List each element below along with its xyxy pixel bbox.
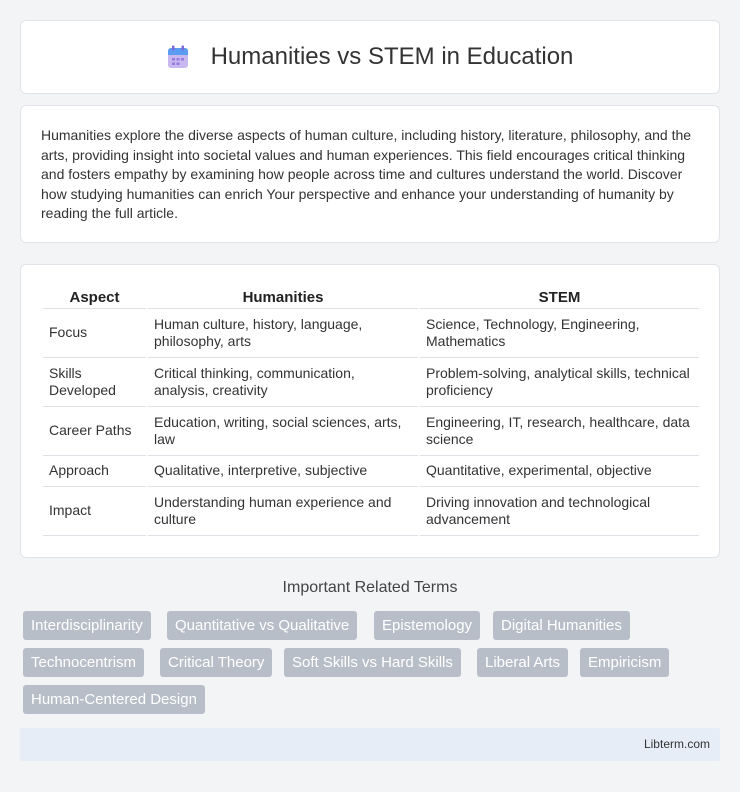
related-terms-title: Important Related Terms bbox=[282, 579, 458, 596]
tag-soft-skills-vs-hard-skills[interactable]: Soft Skills vs Hard Skills bbox=[284, 648, 461, 677]
intro-card bbox=[20, 105, 720, 243]
header-stem: STEM bbox=[419, 285, 699, 309]
comparison-table bbox=[43, 285, 699, 536]
tag-empiricism[interactable]: Empiricism bbox=[580, 648, 669, 677]
cell-stem: Quantitative, experimental, objective bbox=[419, 456, 699, 487]
table-row bbox=[43, 358, 699, 407]
cell-stem: Science, Technology, Engineering, Mathematics bbox=[419, 309, 699, 358]
calendar-icon bbox=[167, 45, 189, 69]
header-card bbox=[20, 20, 720, 94]
tag-interdisciplinarity[interactable]: Interdisciplinarity bbox=[23, 611, 151, 640]
comparison-card bbox=[20, 264, 720, 558]
tag-digital-humanities[interactable]: Digital Humanities bbox=[493, 611, 630, 640]
cell-stem: Problem-solving, analytical skills, technical proficiency bbox=[419, 358, 699, 407]
cell-humanities: Critical thinking, communication, analysis, creativity bbox=[147, 358, 419, 407]
table-row bbox=[43, 309, 699, 358]
table-row bbox=[43, 456, 699, 487]
tag-liberal-arts[interactable]: Liberal Arts bbox=[477, 648, 568, 677]
tag-epistemology[interactable]: Epistemology bbox=[374, 611, 480, 640]
cell-humanities: Human culture, history, language, philosophy, arts bbox=[147, 309, 419, 358]
header-aspect: Aspect bbox=[43, 285, 147, 309]
cell-aspect: Skills Developed bbox=[43, 358, 147, 407]
tag-human-centered-design[interactable]: Human-Centered Design bbox=[23, 685, 205, 714]
cell-aspect: Career Paths bbox=[43, 407, 147, 456]
table-row bbox=[43, 407, 699, 456]
cell-stem: Driving innovation and technological advancement bbox=[419, 487, 699, 536]
tag-quantitative-vs-qualitative[interactable]: Quantitative vs Qualitative bbox=[167, 611, 357, 640]
footer bbox=[20, 728, 720, 761]
table-row bbox=[43, 487, 699, 536]
intro-text: Humanities explore the diverse aspects of human culture, including history, literature, philosophy, and the arts, providing insight into societal values and human experiences. This field encourages critical thinking and fosters empathy by examining how people across time and cultures understand the world. Discover how studying humanities can enrich Your perspective and enhance your understanding of humanity by reading the full article. bbox=[41, 127, 692, 221]
tag-technocentrism[interactable]: Technocentrism bbox=[23, 648, 144, 677]
footer-site-link[interactable]: Libterm.com bbox=[643, 737, 710, 751]
tag-critical-theory[interactable]: Critical Theory bbox=[160, 648, 272, 677]
cell-humanities: Qualitative, interpretive, subjective bbox=[147, 456, 419, 487]
cell-humanities: Education, writing, social sciences, arts, law bbox=[147, 407, 419, 456]
cell-aspect: Approach bbox=[43, 456, 147, 487]
page-title: Humanities vs STEM in Education bbox=[210, 43, 574, 70]
cell-aspect: Impact bbox=[43, 487, 147, 536]
cell-stem: Engineering, IT, research, healthcare, data science bbox=[419, 407, 699, 456]
cell-aspect: Focus bbox=[43, 309, 147, 358]
table-header-row bbox=[43, 285, 699, 309]
cell-humanities: Understanding human experience and culture bbox=[147, 487, 419, 536]
header-humanities: Humanities bbox=[147, 285, 419, 309]
